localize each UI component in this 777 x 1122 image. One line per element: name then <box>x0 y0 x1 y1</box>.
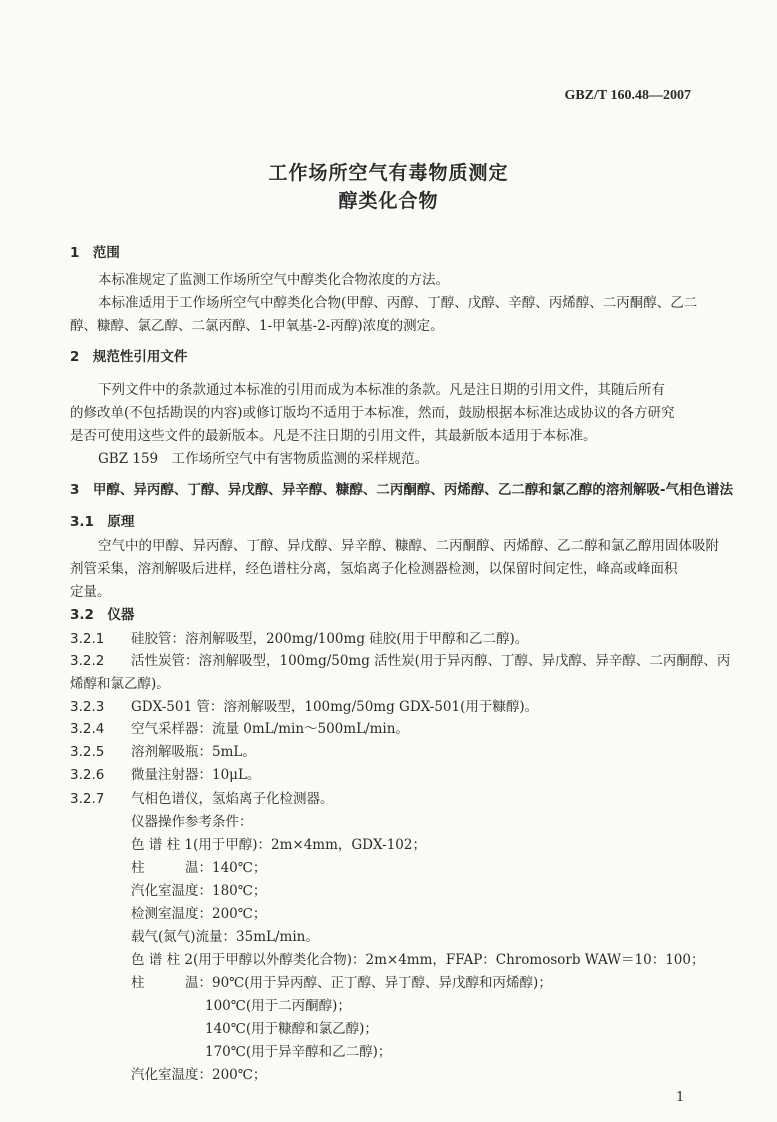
page-number: 1 <box>676 1090 685 1105</box>
section-title: 范围 <box>92 245 120 261</box>
clause-number: 3.2.4 <box>70 721 105 737</box>
clause-text: GDX-501 管：溶剂解吸型，100mg/50mg GDX-501(用于糠醇)。 <box>131 699 539 715</box>
condition-line: 100℃(用于二丙酮醇)； <box>205 998 351 1014</box>
condition-line: 色 谱 柱 1(用于甲醇)：2m×4mm，GDX-102； <box>131 837 426 853</box>
condition-line: 色 谱 柱 2(用于甲醇以外醇类化合物)：2m×4mm，FFAP：Chromosorb WAW＝10：100； <box>131 952 705 968</box>
condition-line: 汽化室温度：200℃； <box>131 1067 267 1083</box>
clause-text: 活性炭管：溶剂解吸型，100mg/50mg 活性炭(用于异丙醇、丁醇、异戊醇、异辛醇、二丙酮醇、丙 <box>131 653 731 669</box>
normative-reference: GBZ 159 工作场所空气中有害物质监测的采样规范。 <box>98 451 429 467</box>
section-title: 甲醇、异丙醇、丁醇、异戊醇、异辛醇、糠醇、二丙酮醇、丙烯醇、乙二醇和氯乙醇的溶剂解吸-气相色谱法 <box>92 482 734 498</box>
paragraph-line: 醇、糠醇、氯乙醇、二氯丙醇、1-甲氧基-2-丙醇)浓度的测定。 <box>70 318 444 334</box>
standard-code: GBZ/T 160.48—2007 <box>564 88 691 103</box>
section-3-2-heading <box>70 605 134 625</box>
section-2-heading <box>70 347 187 367</box>
section-3-1-heading <box>70 512 134 532</box>
section-title: 规范性引用文件 <box>92 349 188 365</box>
section-3-heading <box>70 480 733 500</box>
clause-number: 3.2.5 <box>70 744 105 760</box>
clause-number: 3.2.6 <box>70 767 105 783</box>
section-1-heading <box>70 243 120 263</box>
paragraph-line: 剂管采集，溶剂解吸后进样，经色谱柱分离，氢焰离子化检测器检测，以保留时间定性，峰高或峰面积 <box>70 561 678 577</box>
section-number: 1 <box>70 245 80 261</box>
condition-line: 140℃(用于糠醇和氯乙醇)； <box>205 1021 378 1037</box>
clause-text: 微量注射器：10μL。 <box>131 767 261 783</box>
section-number: 3.2 <box>70 607 94 623</box>
paragraph-line: 下列文件中的条款通过本标准的引用而成为本标准的条款。凡是注日期的引用文件，其随后所有 <box>98 382 665 398</box>
clause-3-2-7 <box>70 789 334 809</box>
clause-text: 溶剂解吸瓶：5mL。 <box>131 744 256 760</box>
condition-line: 检测室温度：200℃； <box>131 906 267 922</box>
clause-number: 3.2.1 <box>70 631 105 647</box>
condition-line: 柱 温：90℃(用于异丙醇、正丁醇、异丁醇、异戊醇和丙烯醇)； <box>131 975 552 991</box>
clause-3-2-4 <box>70 719 409 739</box>
clause-number: 3.2.3 <box>70 699 105 715</box>
condition-line: 170℃(用于异辛醇和乙二醇)； <box>205 1044 392 1060</box>
condition-line: 仪器操作参考条件： <box>131 814 253 830</box>
condition-line: 载气(氮气)流量：35mL/min。 <box>131 929 319 945</box>
clause-3-2-1 <box>70 629 528 649</box>
paragraph-line: 的修改单(不包括勘误的内容)或修订版均不适用于本标准，然而，鼓励根据本标准达成协议的各方研究 <box>70 405 675 421</box>
condition-line: 柱 温：140℃； <box>131 860 267 876</box>
clause-text: 空气采样器：流量 0mL/min～500mL/min。 <box>131 721 409 737</box>
condition-line: 汽化室温度：180℃； <box>131 883 267 899</box>
clause-text: 硅胶管：溶剂解吸型，200mg/100mg 硅胶(用于甲醇和乙二醇)。 <box>131 631 529 647</box>
document-subtitle: 醇类化合物 <box>338 190 439 212</box>
paragraph-line: 定量。 <box>70 584 111 600</box>
clause-3-2-3 <box>70 697 538 717</box>
clause-continuation: 烯醇和氯乙醇)。 <box>70 676 170 692</box>
section-number: 2 <box>70 349 80 365</box>
paragraph-line: 是否可使用这些文件的最新版本。凡是不注日期的引用文件，其最新版本适用于本标准。 <box>70 428 597 444</box>
clause-3-2-2 <box>70 651 730 671</box>
clause-text: 气相色谱仪，氢焰离子化检测器。 <box>131 791 334 807</box>
clause-number: 3.2.2 <box>70 653 105 669</box>
paragraph-line: 本标准适用于工作场所空气中醇类化合物(甲醇、丙醇、丁醇、戊醇、辛醇、丙烯醇、二丙酮醇、乙二 <box>98 295 698 311</box>
clause-3-2-5 <box>70 742 256 762</box>
clause-number: 3.2.7 <box>70 791 105 807</box>
section-title: 原理 <box>107 514 135 530</box>
section-title: 仪器 <box>107 607 135 623</box>
paragraph-line: 空气中的甲醇、异丙醇、丁醇、异戊醇、异辛醇、糠醇、二丙酮醇、丙烯醇、乙二醇和氯乙醇用固体吸附 <box>98 538 719 554</box>
document-title: 工作场所空气有毒物质测定 <box>268 162 509 184</box>
paragraph-line: 本标准规定了监测工作场所空气中醇类化合物浓度的方法。 <box>98 272 449 288</box>
section-number: 3 <box>70 482 80 498</box>
clause-3-2-6 <box>70 765 260 785</box>
section-number: 3.1 <box>70 514 94 530</box>
